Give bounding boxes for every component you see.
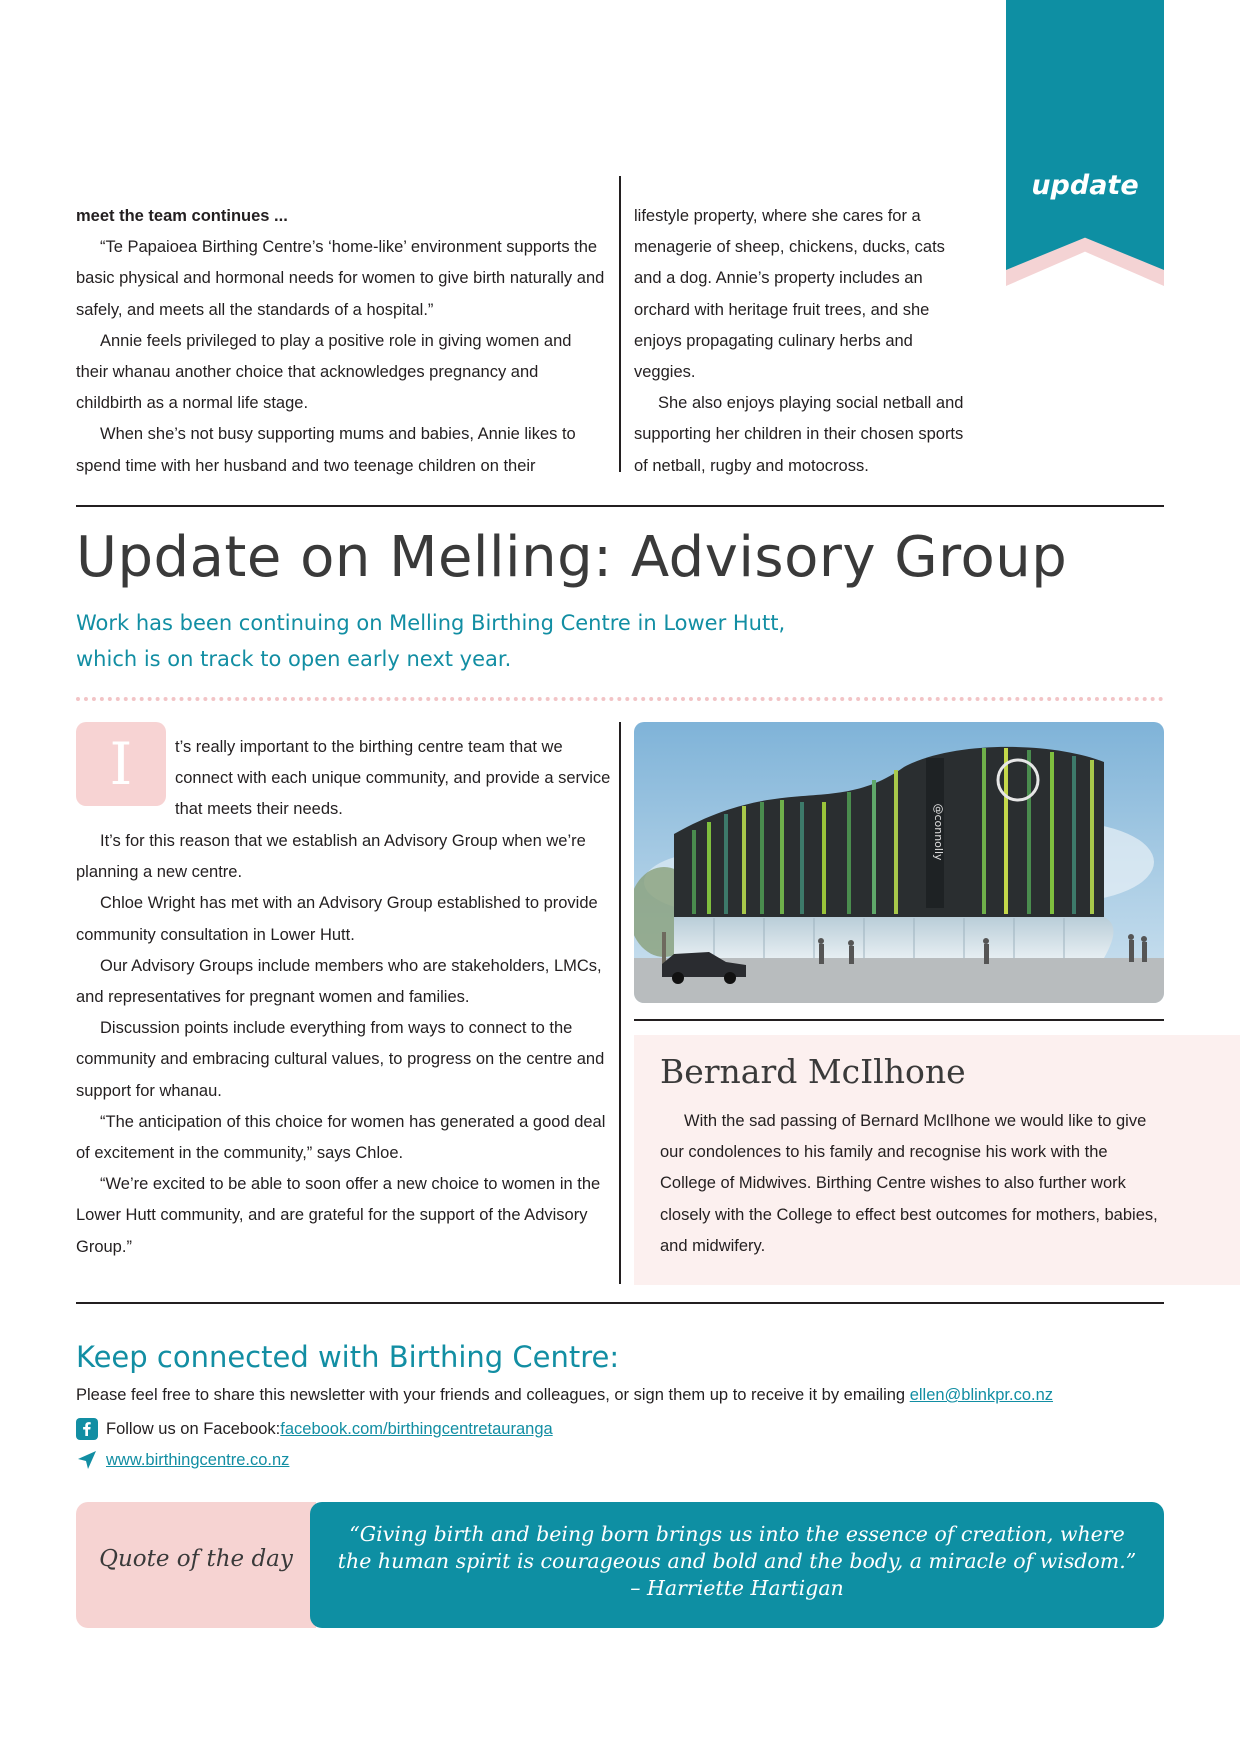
facebook-link[interactable]: facebook.com/birthingcentretauranga [280, 1419, 553, 1438]
section-ribbon [1006, 0, 1164, 270]
tribute-title: Bernard McIlhone [660, 1052, 966, 1091]
website-line [76, 1449, 289, 1471]
paragraph: She also enjoys playing social netball and supporting her children in their chosen sports of netball, rugby and motocross. [634, 394, 964, 475]
paragraph: “The anticipation of this choice for women has generated a good deal of excitement in the community,” says Chloe. [76, 1112, 606, 1163]
dotted-divider [76, 697, 1164, 701]
article-lead: t’s really important to the birthing centre team that we connect with each unique community, and provide a service that meets their needs. [175, 738, 611, 819]
quote-label: Quote of the day [99, 1546, 293, 1572]
photo-divider [634, 1019, 1164, 1021]
paragraph: “We’re excited to be able to soon offer a new choice to women in the Lower Hutt community, and are grateful for the support of the Advisory Group.” [76, 1175, 601, 1256]
paragraph: It’s for this reason that we establish an Advisory Group when we’re planning a new centre. [76, 832, 586, 882]
connect-title: Keep connected with Birthing Centre: [76, 1340, 620, 1374]
paragraph: With the sad passing of Bernard McIlhone we would like to give our condolences to his family and recognise his work with the College of Midwives. Birthing Centre wishes to also further work closely with the College to effect best outcomes for mothers, babies, and midwifery. [660, 1112, 1158, 1255]
paragraph: When she’s not busy supporting mums and babies, Annie likes to spend time with her husband and two teenage children on their [76, 425, 576, 475]
continued-left-column [76, 201, 608, 482]
tribute-text [660, 1106, 1160, 1262]
facebook-icon [76, 1418, 98, 1440]
paragraph: Chloe Wright has met with an Advisory Group established to provide community consultation in Lower Hutt. [76, 894, 598, 944]
share-text: Please feel free to share this newsletter with your friends and colleagues, or sign them up to receive it by emailing [76, 1386, 910, 1404]
column-divider [619, 176, 621, 472]
building-photo [634, 722, 1164, 1003]
quote-text: “Giving birth and being born brings us into the essence of creation, where the human spirit is courageous and bold and the body, a miracle of wisdom.” – Harriette Hartigan [337, 1522, 1137, 1600]
facebook-text: Follow us on Facebook: [106, 1419, 281, 1438]
article-body [76, 826, 608, 1263]
column-divider [619, 722, 621, 1284]
section-divider [76, 505, 1164, 507]
continued-heading: meet the team continues ... [76, 207, 288, 225]
drop-cap: I [76, 722, 166, 806]
paragraph: Our Advisory Groups include members who are stakeholders, LMCs, and representatives for pregnant women and families. [76, 956, 602, 1007]
paragraph: Discussion points include everything from ways to connect to the community and embracing cultural values, to progress on the centre and support for whanau. [76, 1019, 605, 1100]
paragraph: “Te Papaioea Birthing Centre’s ‘home-like’ environment supports the basic physical and hormonal needs for women to give birth naturally and safely, and meets all the standards of a hospital.” [76, 238, 605, 319]
paragraph: lifestyle property, where she cares for a menagerie of sheep, chickens, ducks, cats and a dog. Annie’s property includes an orchard with heritage fruit trees, and she enjoys propagating culinary herbs and veggies. [634, 207, 945, 382]
website-link[interactable]: www.birthingcentre.co.nz [106, 1450, 290, 1469]
paragraph: Annie feels privileged to play a positive role in giving women and their whanau another choice that acknowledges pregnancy and childbirth as a normal life stage. [76, 331, 572, 413]
location-arrow-icon [76, 1449, 98, 1471]
share-line [76, 1386, 1053, 1405]
section-label: update [1031, 170, 1139, 201]
building-sign: @connolly [932, 803, 945, 861]
section-divider [76, 1302, 1164, 1304]
email-link[interactable]: ellen@blinkpr.co.nz [909, 1386, 1054, 1404]
facebook-line [76, 1418, 553, 1440]
article-subtitle: Work has been continuing on Melling Birthing Centre in Lower Hutt, which is on track to open early next year. [76, 611, 786, 671]
article-title: Update on Melling: Advisory Group [76, 525, 1068, 590]
continued-right-column [634, 201, 974, 482]
